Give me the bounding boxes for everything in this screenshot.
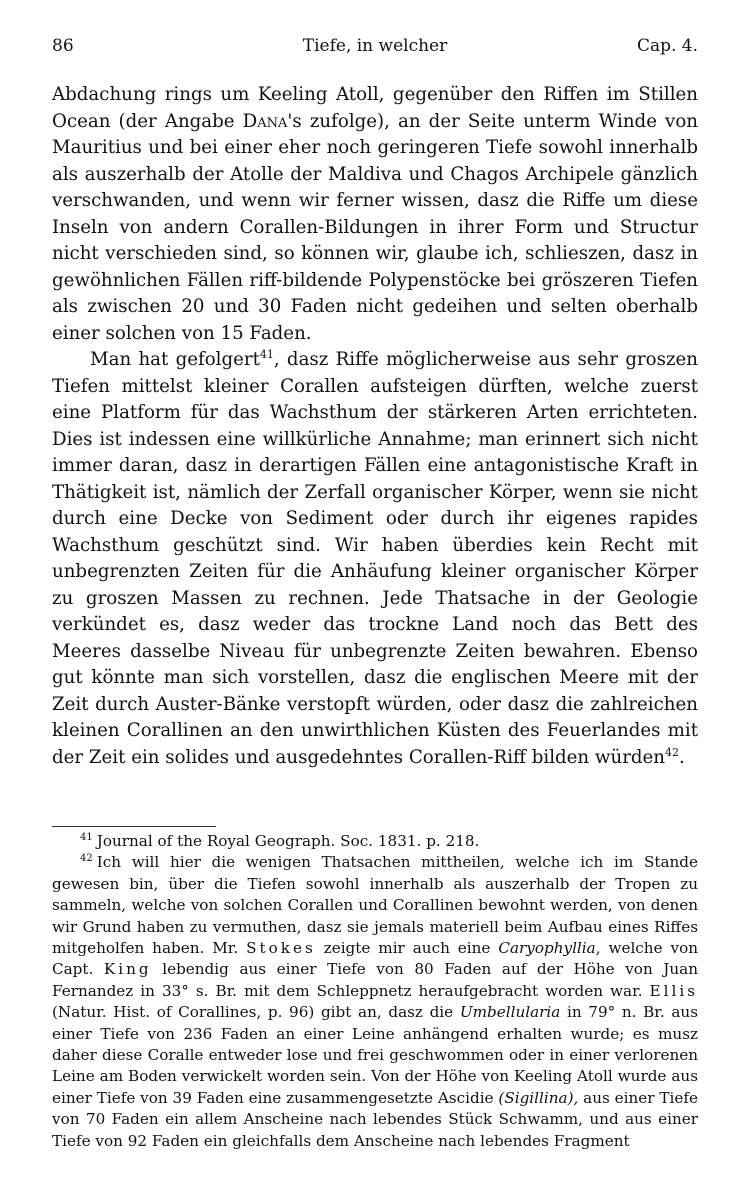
- footnote-41-mark: 41: [80, 831, 93, 843]
- paragraph-2: [52, 347, 698, 771]
- footnote-42-text-g: aus einer Tiefe von 70 Faden ein allem Anscheine nach lebendes Stück Schwamm, und aus einer Tiefe von 92 Faden ein gleichfalls dem Anscheine nach lebendes Fragment: [52, 1088, 698, 1150]
- footnotes: [52, 826, 698, 1152]
- paragraph-1: [52, 82, 698, 347]
- person-name-ellis: Ellis: [649, 981, 698, 1000]
- genus-umbellularia: Umbellularia: [459, 1003, 561, 1022]
- chapter-reference: Cap. 4.: [636, 36, 698, 56]
- footnote-42-text-c: , welche von Capt.: [52, 939, 699, 979]
- footnote-41: [52, 831, 698, 852]
- main-text: [52, 82, 698, 771]
- footnote-42-mark: 42: [80, 853, 93, 865]
- paragraph-2-text-a: Man hat gefolgert: [90, 349, 260, 370]
- page-number: 86: [52, 36, 74, 56]
- footnote-42-text-b: zeigte mir auch eine: [315, 939, 499, 958]
- footnote-42-text-e: (Natur. Hist. of Corallines, p. 96) gibt an, dasz die: [52, 1003, 460, 1022]
- footnote-ref-42: 42: [665, 745, 680, 759]
- running-title: Tiefe, in welcher: [302, 36, 448, 56]
- footnote-divider: [52, 826, 216, 827]
- footnote-42-text-d: lebendig aus einer Tiefe von 80 Faden auf der Höhe von Juan Fernandez in 33° s. Br. mit dem Schleppnetz heraufgebracht worden war.: [52, 960, 699, 1000]
- genus-caryophyllia: Caryophyllia: [498, 939, 596, 958]
- footnote-42-text-f: in 79° n. Br. aus einer Tiefe von 236 Faden an einer Leine anhängend erhalten wurde; es musz daher diese Coralle entweder lose und frei geschwommen oder in einer verlorenen Leine am Boden verwickelt worden sein. Von der Höhe von Keeling Atoll wurde aus einer Tiefe von 39 Faden eine zusammengesetzte Ascidie: [52, 1003, 699, 1107]
- footnote-41-text: Journal of the Royal Geograph. Soc. 1831. p. 218.: [96, 832, 480, 850]
- person-name-king: King: [103, 960, 152, 979]
- page-header: [52, 36, 698, 64]
- footnote-ref-41: 41: [259, 347, 274, 361]
- paragraph-1-text-a: Abdachung rings um Keeling Atoll, gegenüber den Riffen im Stillen Ocean (der Angabe: [52, 84, 698, 132]
- person-name-stokes: Stokes: [246, 939, 316, 958]
- author-name-dana: Dana: [242, 110, 288, 132]
- paragraph-2-text-c: .: [679, 746, 685, 768]
- paragraph-1-text-b: 's zufolge), an der Seite unterm Winde von Mauritius und bei einer eher noch geringeren Tiefe sowohl innerhalb als auszerhalb der Atolle der Maldiva und Chagos Archipele gänzlich verschwanden, und wenn wir ferner wissen, dasz die Riffe um diese Inseln von andern Corallen-Bildungen in ihrer Form und Structur nicht verschieden sind, so können wir, glaube ich, schlieszen, dasz in gewöhnlichen Fällen riff-bildende Polypenstöcke bei gröszeren Tiefen als zwischen 20 und 30 Faden nicht gedeihen und selten oberhalb einer solchen von 15 Faden.: [52, 110, 698, 344]
- paragraph-2-text-b: , dasz Riffe möglicherweise aus sehr groszen Tiefen mittelst kleiner Corallen aufsteigen dürften, welche zuerst eine Platform für das Wachsthum der stärkeren Arten errichteten. Dies ist indessen eine willkürliche Annahme; man erinnert sich nicht immer daran, dasz in derartigen Fällen eine antagonistische Kraft in Thätigkeit ist, nämlich der Zerfall organischer Körper, wenn sie nicht durch eine Decke von Sediment oder durch ihr eigenes rapides Wachsthum geschützt sind. Wir haben überdies kein Recht mit unbegrenzten Zeiten für die Anhäufung kleiner organischer Körper zu groszen Massen zu rechnen. Jede Thatsache in der Geologie verkündet es, dasz weder das trockne Land noch das Bett des Meeres dasselbe Niveau für unbegrenzte Zeiten bewahren. Ebenso gut könnte man sich vorstellen, dasz die englischen Meere mit der Zeit durch Auster-Bänke verstopft würden, oder dasz die zahlreichen kleinen Corallinen an den unwirthlichen Küsten des Feuerlandes mit der Zeit ein solides und ausgedehntes Corallen-Riff bilden würden: [52, 349, 698, 768]
- footnote-42: [52, 852, 698, 1152]
- genus-sigillina: (Sigillina),: [498, 1088, 579, 1107]
- footnote-42-text-a: Ich will hier die wenigen Thatsachen mittheilen, welche ich im Stande gewesen bin, über die Tiefen sowohl innerhalb als auszerhalb der Tropen zu sammeln, welche von solchen Corallen und Corallinen bewohnt werden, von denen wir Grund haben zu vermuthen, dasz sie jemals materiell beim Aufbau eines Riffes mitgeholfen haben. Mr.: [52, 853, 698, 958]
